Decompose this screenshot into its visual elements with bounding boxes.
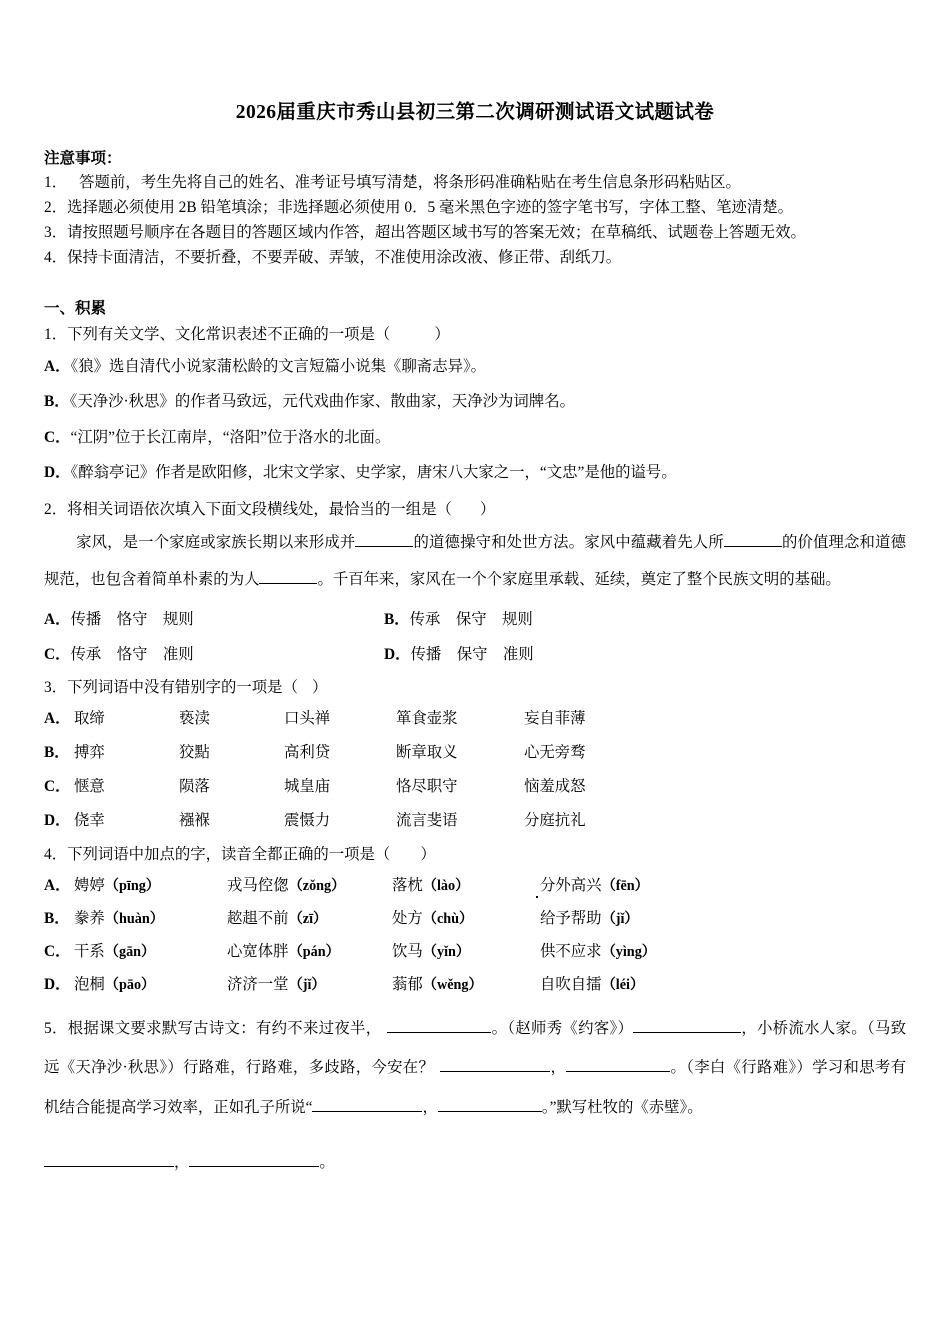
pinyin-item-2 [227, 968, 392, 1001]
option-text: “江阴”位于长江南岸，“洛阳”位于洛水的北面。 [70, 428, 391, 446]
pinyin-item-2 [227, 935, 392, 968]
option-letter: A． [44, 876, 71, 894]
option-letter: C． [44, 942, 71, 960]
question-1-stem [44, 322, 906, 349]
pinyin-item-4 [540, 968, 710, 1001]
option-letter: A． [44, 611, 71, 629]
question-1-option-d[interactable] [44, 455, 906, 490]
pinyin-word: 娉婷 [74, 876, 105, 894]
word-5: 恼羞成怒 [524, 777, 586, 795]
pinyin-word: 供不应求 [540, 942, 602, 960]
question-1-stem-text: 下列有关文学、文化常识表述不正确的一项是（ [67, 325, 391, 343]
word-2: 陨落 [179, 777, 210, 795]
word-5: 分庭抗礼 [524, 811, 586, 829]
pinyin-word: 济济一堂 [227, 975, 289, 993]
question-4-option-b[interactable] [44, 902, 906, 935]
recite-blank-4[interactable] [566, 1056, 670, 1072]
passage-blank-3[interactable] [259, 568, 317, 584]
word-2: 狡點 [179, 743, 210, 761]
notice-item [44, 171, 906, 196]
notice-item-number: 2． [44, 199, 68, 217]
option-letter: B． [384, 611, 410, 629]
pinyin-word: 落枕 [392, 876, 423, 894]
question-2-number: 2． [44, 500, 68, 518]
word-5: 心无旁骛 [524, 743, 586, 761]
question-3-number: 3． [44, 679, 68, 697]
notice-item-number: 3． [44, 224, 68, 242]
word-5: 妄自菲薄 [524, 709, 586, 727]
option-text: 《狼》选自清代小说家蒲松龄的文言短篇小说集《聊斋志异》。 [70, 357, 487, 375]
passage-part: 。千百年来，家风在一个个家庭里承载、延续，奠定了整个民族文明的基 [317, 571, 810, 589]
word-4: 流言斐语 [396, 811, 458, 829]
word-2: 亵渎 [179, 709, 210, 727]
pinyin-item-1 [74, 869, 227, 902]
question-3-option-b[interactable] [44, 736, 906, 770]
notice-item-number: 4． [44, 249, 68, 267]
pinyin-word: 泡桐 [74, 975, 105, 993]
pinyin-reading: （zǒng） [288, 877, 346, 894]
option-letter: D． [44, 464, 71, 482]
passage-blank-2[interactable] [724, 530, 782, 546]
question-1-option-b[interactable] [44, 384, 906, 419]
question-4-option-c[interactable] [44, 935, 906, 968]
question-4-stem [44, 842, 906, 869]
question-3-stem [44, 675, 906, 702]
word-1: 取缔 [74, 709, 105, 727]
word-4: 恪尽职守 [396, 777, 458, 795]
pinyin-word: 豢养 [74, 909, 105, 927]
question-5-text-2: 。（赵师秀《约客》） [491, 1019, 634, 1037]
question-3-stem-paren: ） [311, 679, 328, 697]
option-letter: A． [44, 709, 71, 727]
pinyin-reading: （pán） [288, 943, 340, 960]
question-5-tail-sep: ， [174, 1153, 190, 1171]
passage-part: 的道德操守和处世方法。家风中蕴藏着先人所 [413, 533, 724, 551]
pinyin-word: 蓊郁 [392, 975, 423, 993]
recite-blank-3[interactable] [440, 1056, 550, 1072]
notice-item-text: 答题前，考生先将自己的姓名、准考证号填写清楚，将条形码准确粘贴在考生信息条形码粘贴区。 [79, 174, 741, 192]
notice-item [44, 196, 906, 221]
question-2-option-d[interactable] [384, 638, 534, 673]
option-text: 传播 恪守 规则 [70, 611, 194, 629]
pinyin-reading: （wěng） [422, 976, 483, 993]
recite-blank-1[interactable] [387, 1017, 491, 1033]
pinyin-word: 趑趄不前 [227, 909, 289, 927]
notice-item-number: 1． [44, 174, 68, 192]
pinyin-item-3 [392, 935, 540, 968]
pinyin-reading: （chù） [422, 910, 474, 927]
question-5-text-6: 。（李白《行路 [670, 1059, 773, 1077]
pinyin-item-4 [540, 935, 710, 968]
spacer [44, 271, 906, 297]
word-1: 惬意 [74, 777, 105, 795]
pinyin-reading: （lào） [422, 877, 470, 894]
pinyin-word: 饮马 [392, 942, 423, 960]
question-5-text-9: 。”默写杜牧的《赤 [541, 1098, 665, 1116]
passage-part: 的价值理念 [781, 533, 860, 551]
question-1-option-c[interactable] [44, 420, 906, 455]
option-letter: B． [44, 393, 70, 411]
recite-blank-5[interactable] [312, 1095, 422, 1111]
pinyin-word: 干系 [74, 942, 105, 960]
option-letter: C． [44, 428, 71, 446]
pinyin-item-4 [540, 869, 710, 902]
pinyin-word: 给予帮助 [540, 909, 602, 927]
pinyin-reading: （pīng） [104, 877, 160, 894]
notice-item [44, 246, 906, 271]
question-5-sep-2: ， [422, 1098, 438, 1116]
notice-item-text: 请按照题号顺序在各题目的答题区域内作答，超出答题区域书写的答案无效；在草稿纸、试题卷上答题无效。 [67, 224, 806, 242]
pinyin-item-2 [227, 869, 392, 902]
notice-item-text: 选择题必须使用 2B 铅笔填涂；非选择题必须使用 0．5 毫米黑色字迹的签字笔书写，字体工整、笔迹清楚。 [67, 199, 794, 217]
pinyin-word: 分外高兴 [540, 876, 602, 894]
option-letter: B． [44, 909, 70, 927]
question-5-sep-1: ， [550, 1059, 567, 1077]
pinyin-item-1 [74, 902, 227, 935]
question-3-option-a[interactable] [44, 702, 906, 736]
pinyin-item-1 [74, 968, 227, 1001]
pinyin-reading: （fēn） [601, 877, 649, 894]
word-4: 断章取义 [396, 743, 458, 761]
word-4: 箪食壶浆 [396, 709, 458, 727]
question-2-options [44, 603, 906, 673]
pinyin-item-1 [74, 935, 227, 968]
option-letter: A． [44, 357, 71, 375]
notice-item-text: 保持卡面清洁，不要折叠，不要弄破、弄皱，不准使用涂改液、修正带、刮纸刀。 [67, 249, 622, 267]
word-2: 襁褓 [179, 811, 210, 829]
question-5-text-10: 壁》。 [664, 1098, 703, 1116]
word-1: 搏弈 [74, 743, 105, 761]
option-text: 传承 恪守 准则 [70, 646, 194, 664]
option-text: 传承 保守 规则 [409, 611, 533, 629]
question-3-stem-text: 下列词语中没有错别字的一项是（ [67, 679, 298, 697]
question-2-stem-text: 将相关词语依次填入下面文段横线处，最恰当的一组是（ [67, 500, 452, 518]
pinyin-item-3 [392, 902, 540, 935]
question-5-answer-line [44, 1145, 906, 1182]
question-3-option-c[interactable] [44, 770, 906, 804]
question-2-option-b[interactable] [384, 603, 533, 638]
passage-part: 家风，是一个家庭或家族长期以来形成并 [76, 533, 356, 551]
question-4-stem-paren: ） [420, 845, 436, 863]
pinyin-item-3 [392, 869, 540, 902]
pinyin-reading: （yìng） [601, 943, 656, 960]
question-4-number: 4． [44, 845, 68, 863]
pinyin-reading: （gān） [104, 943, 156, 960]
question-5 [44, 1009, 906, 1127]
option-letter: D． [44, 975, 71, 993]
question-1-stem-paren: ） [434, 325, 450, 343]
option-letter: C． [44, 646, 71, 664]
page-title: 2026届重庆市秀山县初三第二次调研测试语文试题试卷 [235, 102, 715, 123]
option-text: 传播 保守 准则 [410, 646, 534, 664]
passage-part: 础。 [810, 571, 841, 589]
option-letter: D． [384, 646, 411, 664]
word-3: 城皇庙 [284, 777, 331, 795]
question-4-option-d[interactable] [44, 968, 906, 1001]
question-2-option-row-2 [44, 638, 906, 673]
option-text: 《醉翁亭记》作者是欧阳修，北宋文学家、史学家，唐宋八大家之一，“文忠”是他的谥号。 [70, 464, 677, 482]
passage-part: 和道德规范，也包含着简单朴素的为人 [44, 533, 906, 589]
option-letter: D． [44, 811, 71, 829]
section-heading: 一、积累 [44, 300, 107, 318]
word-3: 震慑力 [284, 811, 331, 829]
recite-blank-7[interactable] [44, 1150, 174, 1166]
question-3-option-d[interactable] [44, 804, 906, 838]
pinyin-reading: （pāo） [104, 976, 156, 993]
option-letter: C． [44, 777, 71, 795]
pinyin-reading: （jǐ） [601, 910, 639, 927]
pinyin-reading: （léi） [601, 976, 645, 993]
question-5-text-3: ，小桥流水人家。 [741, 1019, 867, 1037]
recite-blank-6[interactable] [438, 1095, 542, 1111]
question-2-stem [44, 497, 906, 524]
pinyin-reading: （jǐ） [288, 976, 326, 993]
pinyin-word: 自吹自擂 [540, 975, 602, 993]
recite-blank-2[interactable] [633, 1017, 741, 1033]
word-3: 口头禅 [284, 709, 331, 727]
recite-blank-8[interactable] [189, 1150, 319, 1166]
pinyin-reading: （yǐn） [422, 943, 471, 960]
option-text: 《天净沙·秋思》的作者马致远，元代戏曲作家、散曲家，天净沙为词牌名。 [69, 393, 575, 411]
question-5-number: 5． [44, 1019, 68, 1037]
question-2-stem-paren: ） [479, 500, 496, 518]
pinyin-item-3 [392, 968, 540, 1001]
pinyin-word: 戎马倥偬 [227, 876, 289, 894]
pinyin-reading: （zī） [288, 910, 328, 927]
question-5-tail-end: 。 [319, 1153, 335, 1171]
question-1-number: 1． [44, 325, 68, 343]
notice-heading: 注意事项： [44, 150, 122, 168]
question-2-passage [44, 524, 906, 599]
word-1: 侥幸 [74, 811, 105, 829]
question-4-stem-text: 下列词语中加点的字，读音全都正确的一项是（ [67, 845, 391, 863]
question-2-option-row-1 [44, 603, 906, 638]
question-5-text-1: 根据课文要求默写古诗文：有约不来过夜半， [67, 1019, 382, 1037]
question-1-option-a[interactable] [44, 349, 906, 384]
notice-item [44, 221, 906, 246]
word-3: 高利贷 [284, 743, 331, 761]
option-letter: B． [44, 743, 70, 761]
pinyin-word: 处方 [392, 909, 423, 927]
passage-blank-1[interactable] [355, 530, 413, 546]
question-5-text-4: （马致远《天净沙·秋思》）行路难，行路难，多歧路，今安在？ [44, 1019, 906, 1077]
question-4-option-a[interactable] [44, 869, 906, 902]
question-2-option-c[interactable] [44, 646, 194, 663]
pinyin-item-2 [227, 902, 392, 935]
pinyin-reading: （huàn） [104, 910, 164, 927]
question-2-option-a[interactable] [44, 611, 194, 628]
question-5-text-7: 难》）学习和思考有机结合能提高学习效率，正如孔子所说“ [44, 1059, 906, 1116]
pinyin-item-4 [540, 902, 710, 935]
pinyin-word: 心宽体胖 [227, 942, 289, 960]
